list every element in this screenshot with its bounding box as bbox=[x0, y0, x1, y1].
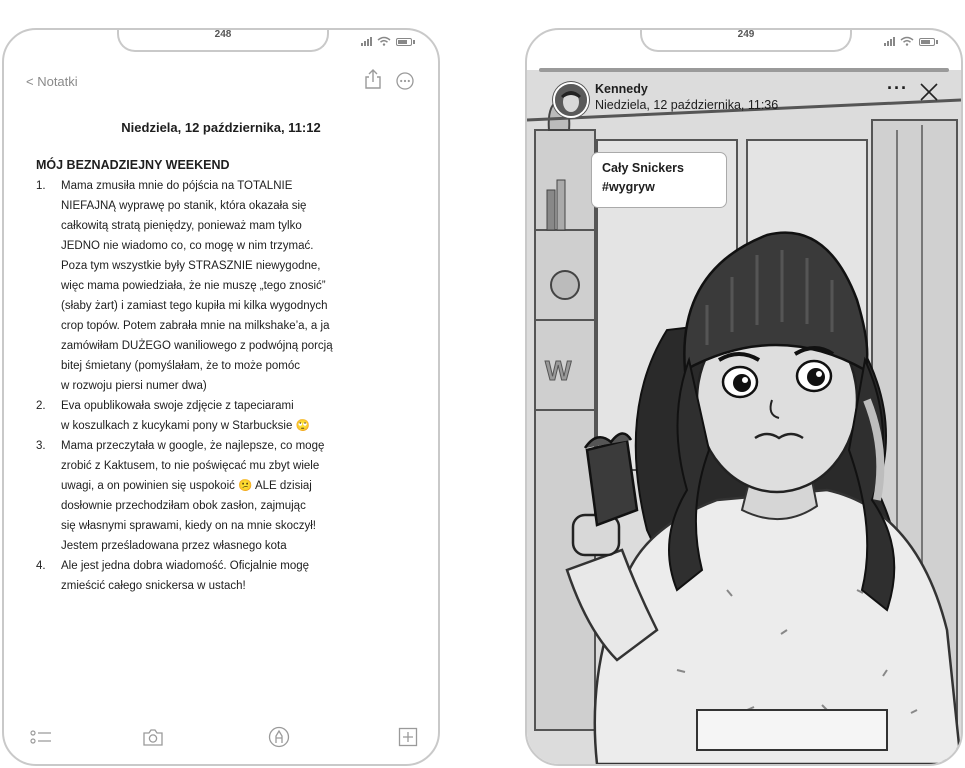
battery-icon bbox=[396, 38, 412, 46]
battery-icon bbox=[919, 38, 935, 46]
phone-notch bbox=[117, 28, 329, 52]
list-line: bitej śmietany (pomyślałam, że to może pomóc bbox=[61, 360, 301, 372]
status-bar bbox=[361, 36, 412, 46]
page-number: 249 bbox=[737, 29, 755, 40]
list-line: JEDNO nie wiadomo co, co mogę w nim trzymać. bbox=[61, 240, 314, 252]
avatar[interactable] bbox=[553, 82, 589, 118]
wifi-icon bbox=[900, 36, 914, 46]
wifi-icon bbox=[377, 36, 391, 46]
story-progress-bar bbox=[539, 68, 949, 72]
list-number: 3. bbox=[36, 440, 46, 452]
list-line: Poza tym wszystkie były STRASZNIE niewygodne, bbox=[61, 260, 321, 272]
list-line: Jestem prześladowana przez własnego kota bbox=[61, 540, 287, 552]
list-number: 4. bbox=[36, 560, 46, 572]
list-number: 1. bbox=[36, 180, 46, 192]
list-item bbox=[36, 176, 381, 396]
list-line: NIEFAJNĄ wyprawę po stanik, która okazała się bbox=[61, 200, 307, 212]
list-line: Mama zmusiła mnie do pójścia na TOTALNIE bbox=[61, 180, 293, 192]
list-line: więc mama powiedziała, że nie muszę „tego znosić” bbox=[61, 280, 326, 292]
list-line: całkowitą stratą pieniędzy, ponieważ mam tylko bbox=[61, 220, 302, 232]
list-line: zrobić z Kaktusem, to nie poświęcać mu zbyt wiele bbox=[61, 460, 320, 472]
more-icon[interactable] bbox=[396, 72, 414, 90]
camera-icon[interactable] bbox=[142, 726, 164, 748]
signal-icon bbox=[884, 36, 895, 46]
compose-icon[interactable] bbox=[397, 726, 419, 748]
story-username[interactable]: Kennedy bbox=[595, 82, 648, 96]
list-line: Eva opublikowała swoje zdjęcie z tapeciarami bbox=[61, 400, 294, 412]
list-line: w rozwoju piersi numer dwa) bbox=[61, 380, 207, 392]
checklist-icon[interactable] bbox=[30, 726, 52, 748]
sticker-line: Cały Snickers bbox=[602, 161, 684, 175]
list-line: się własnymi sprawami, kiedy on na mnie skoczył! bbox=[61, 520, 317, 532]
back-to-notes-link[interactable]: < Notatki bbox=[26, 74, 78, 89]
note-date: Niedziela, 12 października, 11:12 bbox=[121, 120, 321, 135]
story-more-button[interactable]: ··· bbox=[887, 78, 908, 98]
list-line: Mama przeczytała w google, że najlepsze, co mogę bbox=[61, 440, 325, 452]
list-line: w koszulkach z kucykami pony w Starbucksie 🙄 bbox=[61, 420, 310, 432]
close-icon[interactable] bbox=[919, 82, 939, 102]
story-text-sticker bbox=[591, 152, 727, 208]
notes-phone-frame bbox=[2, 28, 440, 766]
list-line: Ale jest jedna dobra wiadomość. Oficjalnie mogę bbox=[61, 560, 310, 572]
list-line: (słaby żart) i zamiast tego kupiła mi kilka wygodnych bbox=[61, 300, 328, 312]
phone-notch bbox=[640, 28, 852, 52]
share-icon[interactable] bbox=[364, 68, 382, 90]
story-phone-frame bbox=[525, 28, 963, 766]
sticker-line: #wygryw bbox=[602, 180, 655, 194]
list-number: 2. bbox=[36, 400, 46, 412]
list-line: zmieścić całego snickersa w ustach! bbox=[61, 580, 246, 592]
page-number: 248 bbox=[214, 29, 232, 40]
svg-text:W: W bbox=[545, 355, 572, 386]
signal-icon bbox=[361, 36, 372, 46]
story-timestamp: Niedziela, 12 października, 11:36 bbox=[595, 98, 779, 112]
status-bar bbox=[884, 36, 935, 46]
list-line: crop topów. Potem zabrała mnie na milkshake’a, a ja bbox=[61, 320, 330, 332]
list-line: dosłownie przechodziłam obok zasłon, zajmując bbox=[61, 500, 306, 512]
list-line: zamówiłam DUŻEGO waniliowego z podwójną porcją bbox=[61, 340, 333, 352]
list-item bbox=[36, 556, 381, 596]
note-list bbox=[36, 176, 381, 596]
note-heading: MÓJ BEZNADZIEJNY WEEKEND bbox=[36, 158, 230, 172]
list-item bbox=[36, 436, 381, 556]
avatar-portrait-icon bbox=[555, 84, 587, 116]
list-line: uwagi, a on powinien się uspokoić 😕 ALE dzisiaj bbox=[61, 480, 312, 492]
list-item bbox=[36, 396, 381, 436]
markup-icon[interactable] bbox=[268, 726, 290, 748]
